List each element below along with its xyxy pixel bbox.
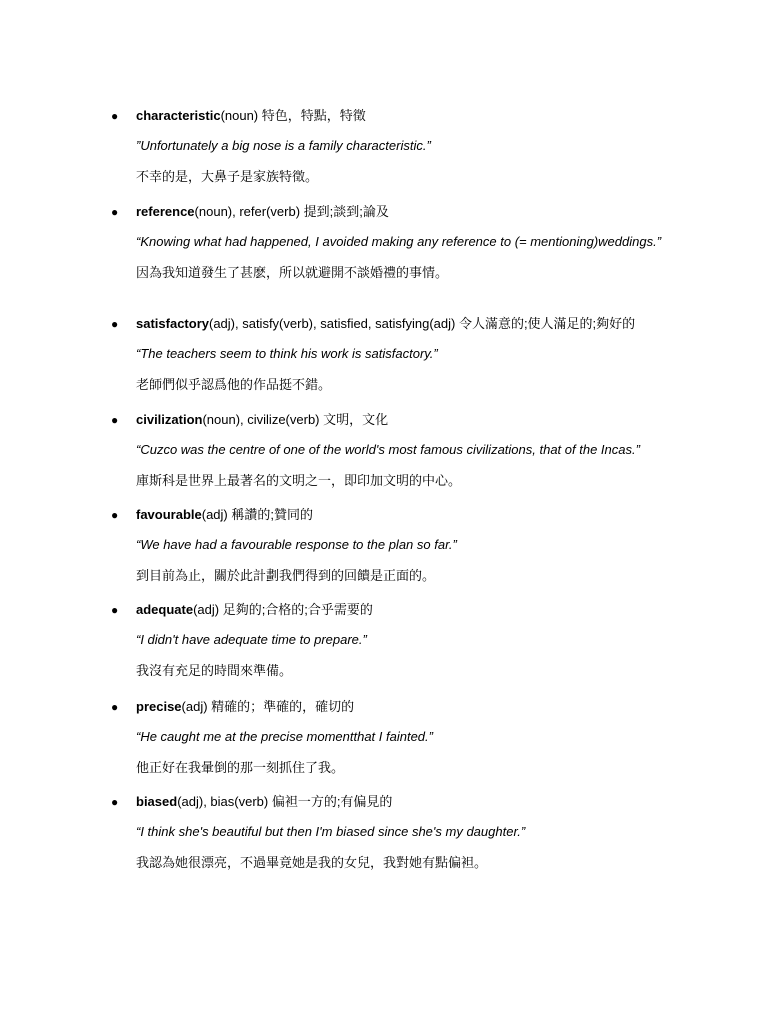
entry-definition: (noun), refer(verb) 提到;談到;論及 bbox=[194, 204, 389, 219]
chinese-translation: 不幸的是，大鼻子是家族特徵。 bbox=[136, 169, 319, 184]
vocab-entry bbox=[0, 314, 768, 394]
bullet-icon: ● bbox=[111, 413, 119, 427]
vocab-entry bbox=[0, 505, 768, 585]
bullet-icon: ● bbox=[111, 317, 119, 331]
entry-word: satisfactory bbox=[136, 316, 209, 331]
entry-heading bbox=[0, 505, 768, 525]
entry-definition: (noun), civilize(verb) 文明，文化 bbox=[202, 412, 389, 427]
bullet-icon: ● bbox=[111, 508, 119, 522]
example-sentence: “The teachers seem to think his work is satisfactory.” bbox=[136, 346, 438, 361]
example-sentence: “I think she's beautiful but then I'm biased since she's my daughter.” bbox=[136, 824, 526, 839]
entry-heading bbox=[0, 202, 768, 222]
entry-definition: (adj) 足夠的;合格的;合乎需要的 bbox=[193, 602, 373, 617]
vocab-entry bbox=[0, 106, 768, 186]
vocab-entry bbox=[0, 600, 768, 680]
example-sentence: “I didn't have adequate time to prepare.” bbox=[136, 632, 367, 647]
entry-heading bbox=[0, 410, 768, 430]
entry-definition: (noun) 特色，特點，特徵 bbox=[220, 108, 366, 123]
bullet-icon: ● bbox=[111, 109, 119, 123]
vocab-entry bbox=[0, 792, 768, 872]
entry-word: adequate bbox=[136, 602, 194, 617]
example-sentence: ”Unfortunately a big nose is a family characteristic.” bbox=[136, 138, 431, 153]
example-sentence: “He caught me at the precise momentthat I fainted.” bbox=[136, 729, 433, 744]
chinese-translation: 老師們似乎認爲他的作品挺不錯。 bbox=[136, 377, 332, 392]
entry-word: biased bbox=[136, 794, 178, 809]
chinese-translation: 因為我知道發生了甚麽，所以就避開不談婚禮的事情。 bbox=[136, 265, 449, 280]
entry-word: reference bbox=[136, 204, 195, 219]
entry-heading bbox=[0, 600, 768, 620]
vocab-entry bbox=[0, 410, 768, 490]
entry-definition: (adj), bias(verb) 偏袒一方的;有偏見的 bbox=[177, 794, 393, 809]
chinese-translation: 我沒有充足的時間來準備。 bbox=[136, 663, 293, 678]
chinese-translation: 他正好在我暈倒的那一刻抓住了我。 bbox=[136, 760, 345, 775]
entry-word: favourable bbox=[136, 507, 202, 522]
bullet-icon: ● bbox=[111, 205, 119, 219]
example-sentence: “We have had a favourable response to the plan so far.” bbox=[136, 537, 457, 552]
entry-definition: (adj) 稱讚的;贊同的 bbox=[201, 507, 313, 522]
entry-heading bbox=[0, 697, 768, 717]
example-sentence: “Cuzco was the centre of one of the world's most famous civilizations, that of the Incas.” bbox=[136, 442, 640, 457]
entry-heading bbox=[0, 106, 768, 126]
entry-heading bbox=[0, 792, 768, 812]
bullet-icon: ● bbox=[111, 700, 119, 714]
example-sentence: “Knowing what had happened, I avoided making any reference to (= mentioning)weddings.” bbox=[136, 234, 662, 249]
vocab-entry bbox=[0, 697, 768, 777]
entry-heading bbox=[0, 314, 768, 334]
bullet-icon: ● bbox=[111, 795, 119, 809]
bullet-icon: ● bbox=[111, 603, 119, 617]
entry-word: characteristic bbox=[136, 108, 221, 123]
vocab-entry bbox=[0, 202, 768, 282]
entry-word: precise bbox=[136, 699, 182, 714]
chinese-translation: 庫斯科是世界上最著名的文明之一，即印加文明的中心。 bbox=[136, 473, 462, 488]
chinese-translation: 到目前為止，關於此計劃我們得到的回饋是正面的。 bbox=[136, 568, 436, 583]
chinese-translation: 我認為她很漂亮，不過畢竟她是我的女兒，我對她有點偏袒。 bbox=[136, 855, 488, 870]
entry-word: civilization bbox=[136, 412, 203, 427]
entry-definition: (adj), satisfy(verb), satisfied, satisfying(adj) 令人滿意的;使人滿足的;夠好的 bbox=[208, 316, 636, 331]
entry-definition: (adj) 精確的；準確的，確切的 bbox=[181, 699, 355, 714]
